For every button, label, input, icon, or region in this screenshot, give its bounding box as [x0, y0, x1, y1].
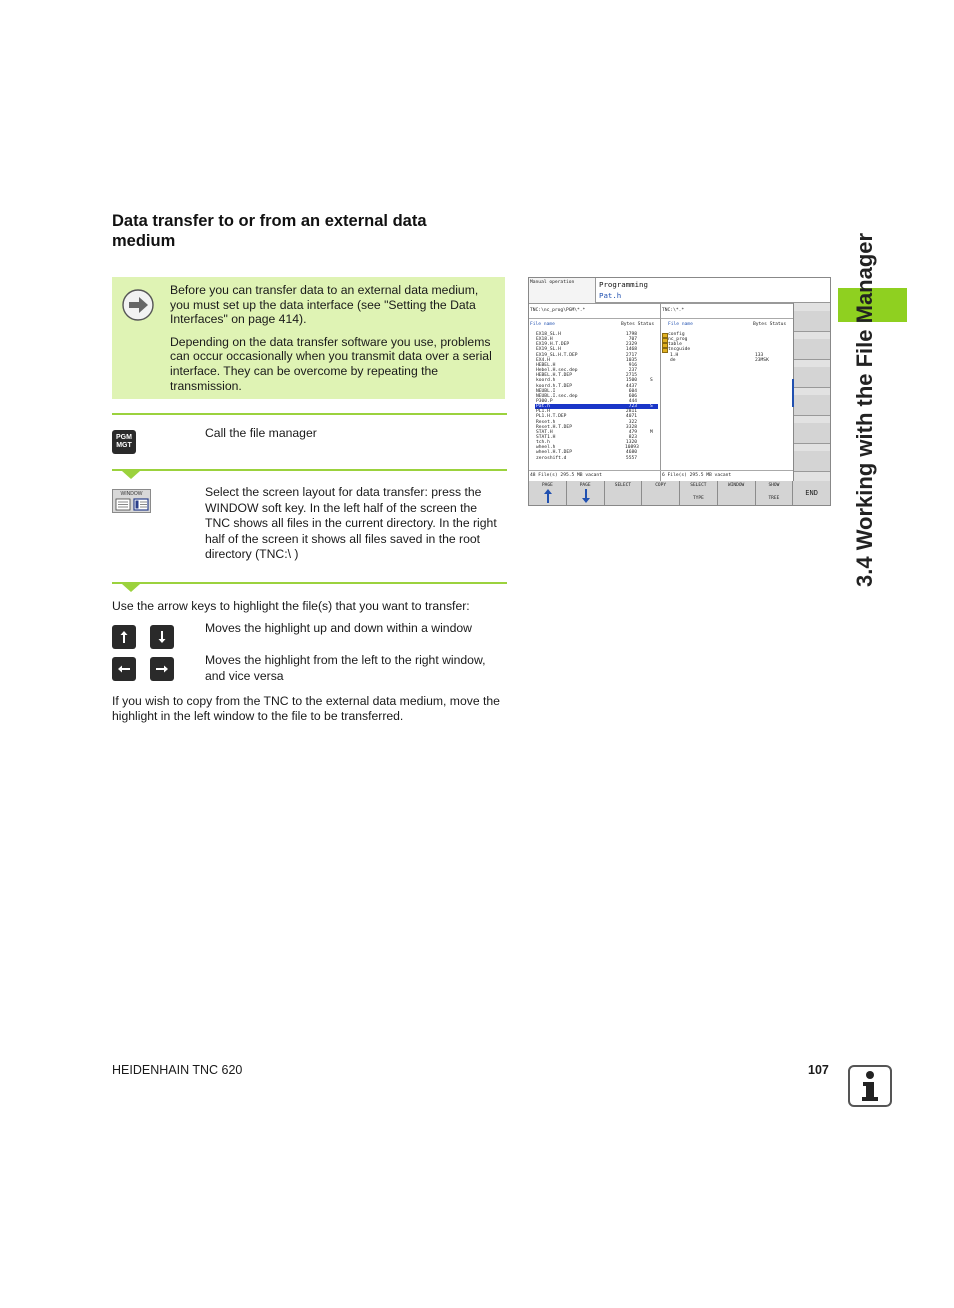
- chapter-title-text: 3.4 Working with the File Manager: [852, 232, 877, 587]
- softkey-select-4[interactable]: [680, 481, 718, 505]
- file-size: 2717: [625, 352, 637, 358]
- file-size: 1320: [625, 440, 637, 446]
- file-status: S: [650, 404, 653, 410]
- file-name[interactable]: EX18.H: [536, 337, 553, 343]
- file-size: 3328: [625, 424, 637, 430]
- arrow-left-key[interactable]: [112, 657, 136, 681]
- softkey-show-6[interactable]: [756, 481, 794, 505]
- softkey-end-7[interactable]: [793, 481, 831, 505]
- file-size: 23MSK: [755, 357, 769, 363]
- softkey-label: PAGE: [541, 483, 553, 488]
- file-name[interactable]: EX19_SL.H.T.DEP: [536, 352, 578, 358]
- file-name[interactable]: EX18_SL.H: [536, 332, 561, 337]
- file-size: 444: [628, 398, 637, 404]
- file-size: 1035: [625, 357, 637, 363]
- softkey-copy-3[interactable]: [642, 481, 680, 505]
- info-i-icon: [850, 1067, 890, 1105]
- page-down-icon: [582, 489, 590, 503]
- divider: [112, 413, 507, 415]
- softkey-label: END: [805, 489, 818, 497]
- chapter-title: [840, 215, 880, 590]
- left-col-bytes: Bytes Status: [621, 322, 655, 327]
- window-softkey[interactable]: [112, 489, 151, 513]
- file-name[interactable]: PL1.H: [536, 409, 550, 415]
- file-size: 707: [628, 337, 637, 343]
- instruction-intro: Use the arrow keys to highlight the file(s) that you want to transfer:: [112, 599, 470, 613]
- instruction-left-right: Moves the highlight from the left to the right window, and vice versa: [205, 653, 486, 683]
- instruction-outro: If you wish to copy from the TNC to the external data medium, move the highlight in the left window to the file to be transferred.: [112, 694, 500, 723]
- vertical-softkey[interactable]: [794, 451, 831, 472]
- file-name[interactable]: Pat.h: [536, 404, 550, 410]
- file-size: 4680: [625, 450, 637, 456]
- file-size: 4437: [625, 383, 637, 389]
- file-size: 237: [628, 368, 637, 374]
- file-name[interactable]: HEBEL.H: [536, 362, 556, 368]
- footer-product: HEIDENHAIN TNC 620: [112, 1063, 243, 1077]
- info-icon: [848, 1065, 892, 1107]
- file-size: 604: [628, 388, 637, 394]
- file-size: 1500: [625, 378, 637, 384]
- file-size: 2715: [625, 373, 637, 379]
- file-size: 823: [628, 435, 637, 440]
- file-name[interactable]: EX19_SL.H: [536, 347, 561, 353]
- file-name[interactable]: Reset.h: [536, 419, 556, 425]
- note-box: [112, 277, 505, 399]
- program-header: [595, 278, 831, 303]
- softkey-label: SELECT: [614, 483, 631, 488]
- softkey-label: SHOW: [768, 483, 780, 488]
- softkey-label: WINDOW: [727, 483, 745, 488]
- note-paragraph-1: Before you can transfer data to an external data medium, you must set up the data interface (see "Setting the Data Interfaces" on page 414).: [170, 283, 479, 327]
- vertical-softkey[interactable]: [794, 339, 831, 360]
- softkey-page-0[interactable]: [529, 481, 567, 505]
- file-size: 1468: [625, 347, 637, 353]
- window-layout-icon: [115, 498, 149, 511]
- file-name[interactable]: PL1.H.T.DEP: [536, 414, 567, 420]
- file-size: 2811: [625, 409, 637, 415]
- file-size: 322: [628, 419, 637, 425]
- softkey-page-1[interactable]: [567, 481, 605, 505]
- file-size: 606: [628, 393, 637, 399]
- file-name[interactable]: koord.h: [536, 378, 556, 384]
- vertical-softkey[interactable]: [794, 367, 831, 388]
- arrow-down-key[interactable]: [150, 625, 174, 649]
- softkey-window-5[interactable]: [718, 481, 756, 505]
- page-number: 107: [808, 1063, 829, 1077]
- left-status: 48 File(s) 295.5 MB vacant: [530, 473, 602, 478]
- folder-name[interactable]: table: [668, 342, 682, 348]
- softkey-select-2[interactable]: [605, 481, 643, 505]
- arrow-right-icon: [122, 289, 154, 321]
- softkey-label: PAGE: [579, 483, 591, 488]
- step-marker-icon: [122, 584, 140, 592]
- step-marker-icon: [122, 471, 140, 479]
- arrow-left-icon: [117, 664, 131, 674]
- window-softkey-label: WINDOW: [120, 491, 143, 497]
- file-name[interactable]: wheel.H.T.DEP: [536, 450, 572, 456]
- step-select-layout: Select the screen layout for data transfer: press the WINDOW soft key. In the left half of the screen the TNC shows all files in the current directory. In the right half of the screen it shows all files saved in the root directory (TNC:\ ): [205, 485, 497, 562]
- file-name[interactable]: EX19.H.T.DEP: [536, 342, 570, 348]
- left-col-name: File name: [530, 322, 555, 327]
- file-name[interactable]: de: [670, 357, 676, 363]
- file-name[interactable]: STAT.H: [536, 429, 553, 435]
- softkey-label: SELECT: [690, 483, 707, 488]
- mode-big: Programming: [599, 280, 648, 289]
- folder-name[interactable]: tncguide: [668, 347, 691, 353]
- vertical-softkeys: [793, 303, 831, 481]
- mode-small: Manual operation: [530, 280, 575, 285]
- vertical-softkey[interactable]: [794, 311, 831, 332]
- note-paragraph-2: Depending on the data transfer software you use, problems can occur occasionally when you transmit data over a serial interface. They can be overcome by repeating the transmission.: [170, 334, 492, 393]
- softkey-sublabel: TREE: [768, 496, 780, 501]
- pgm-mgt-key[interactable]: [112, 430, 136, 454]
- arrow-down-icon: [157, 630, 167, 644]
- divider: [112, 582, 507, 584]
- file-name[interactable]: NEUBL.I.sec.dep: [536, 393, 578, 399]
- pgm-key-line-1: PGM: [116, 434, 132, 441]
- page-up-icon: [544, 489, 552, 503]
- file-size: 10893: [625, 445, 639, 451]
- file-name[interactable]: wheel.h: [536, 445, 556, 451]
- arrow-right-icon: [155, 664, 169, 674]
- vertical-softkey[interactable]: [794, 395, 831, 416]
- file-size: 1798: [625, 332, 637, 337]
- file-name[interactable]: Hebel.H.sec.dep: [536, 368, 578, 374]
- file-highlight: [535, 404, 658, 409]
- file-name[interactable]: koord.h.T.DEP: [536, 383, 572, 389]
- softkey-label: COPY: [655, 483, 667, 488]
- file-name[interactable]: Reset.H.T.DEP: [536, 424, 572, 430]
- file-name[interactable]: NEUBL.I: [536, 388, 556, 394]
- vertical-softkey[interactable]: [794, 423, 831, 444]
- file-panels: [529, 303, 793, 482]
- arrow-up-icon: [119, 630, 129, 644]
- file-name[interactable]: EX4.H: [536, 357, 550, 363]
- file-name[interactable]: STAT1.H: [536, 435, 556, 440]
- file-size: 479: [628, 429, 637, 435]
- right-path: TNC:\*.*: [662, 308, 685, 313]
- step-call-file-manager: Call the file manager: [205, 426, 317, 440]
- left-path: TNC:\nc_prog\PGM\*.*: [530, 308, 586, 313]
- arrow-up-key[interactable]: [112, 625, 136, 649]
- file-name[interactable]: 1.H: [670, 352, 679, 358]
- file-size: 916: [628, 362, 637, 368]
- folder-name[interactable]: config: [668, 332, 685, 337]
- right-status: 6 File(s) 295.5 MB vacant: [662, 473, 732, 478]
- file-size: 723: [628, 404, 637, 410]
- file-size: 5557: [625, 455, 637, 461]
- file-status: S: [650, 378, 653, 384]
- program-name: Pat.h: [599, 291, 622, 300]
- section-heading: Data transfer to or from an external data medium: [112, 212, 427, 250]
- file-size: 4071: [625, 414, 637, 420]
- file-name[interactable]: HEBEL.H.T.DEP: [536, 373, 572, 379]
- arrow-right-key[interactable]: [150, 657, 174, 681]
- softkey-sublabel: TYPE: [692, 496, 704, 501]
- note-text: [170, 283, 496, 401]
- file-status: M: [650, 429, 653, 435]
- right-col-bytes: Bytes Status: [753, 322, 787, 327]
- right-col-name: File name: [668, 322, 693, 327]
- file-name[interactable]: tch.h: [536, 440, 550, 446]
- pgm-key-line-2: MGT: [116, 442, 132, 449]
- file-name[interactable]: zeroshift.d: [536, 455, 567, 461]
- instruction-up-down: Moves the highlight up and down within a window: [205, 621, 472, 635]
- folder-name[interactable]: nc_prog: [668, 337, 688, 343]
- tnc-screenshot: [528, 277, 831, 506]
- file-name[interactable]: P300.P: [536, 398, 553, 404]
- file-size: 2329: [625, 342, 637, 348]
- divider: [112, 469, 507, 471]
- file-size: 133: [755, 352, 764, 358]
